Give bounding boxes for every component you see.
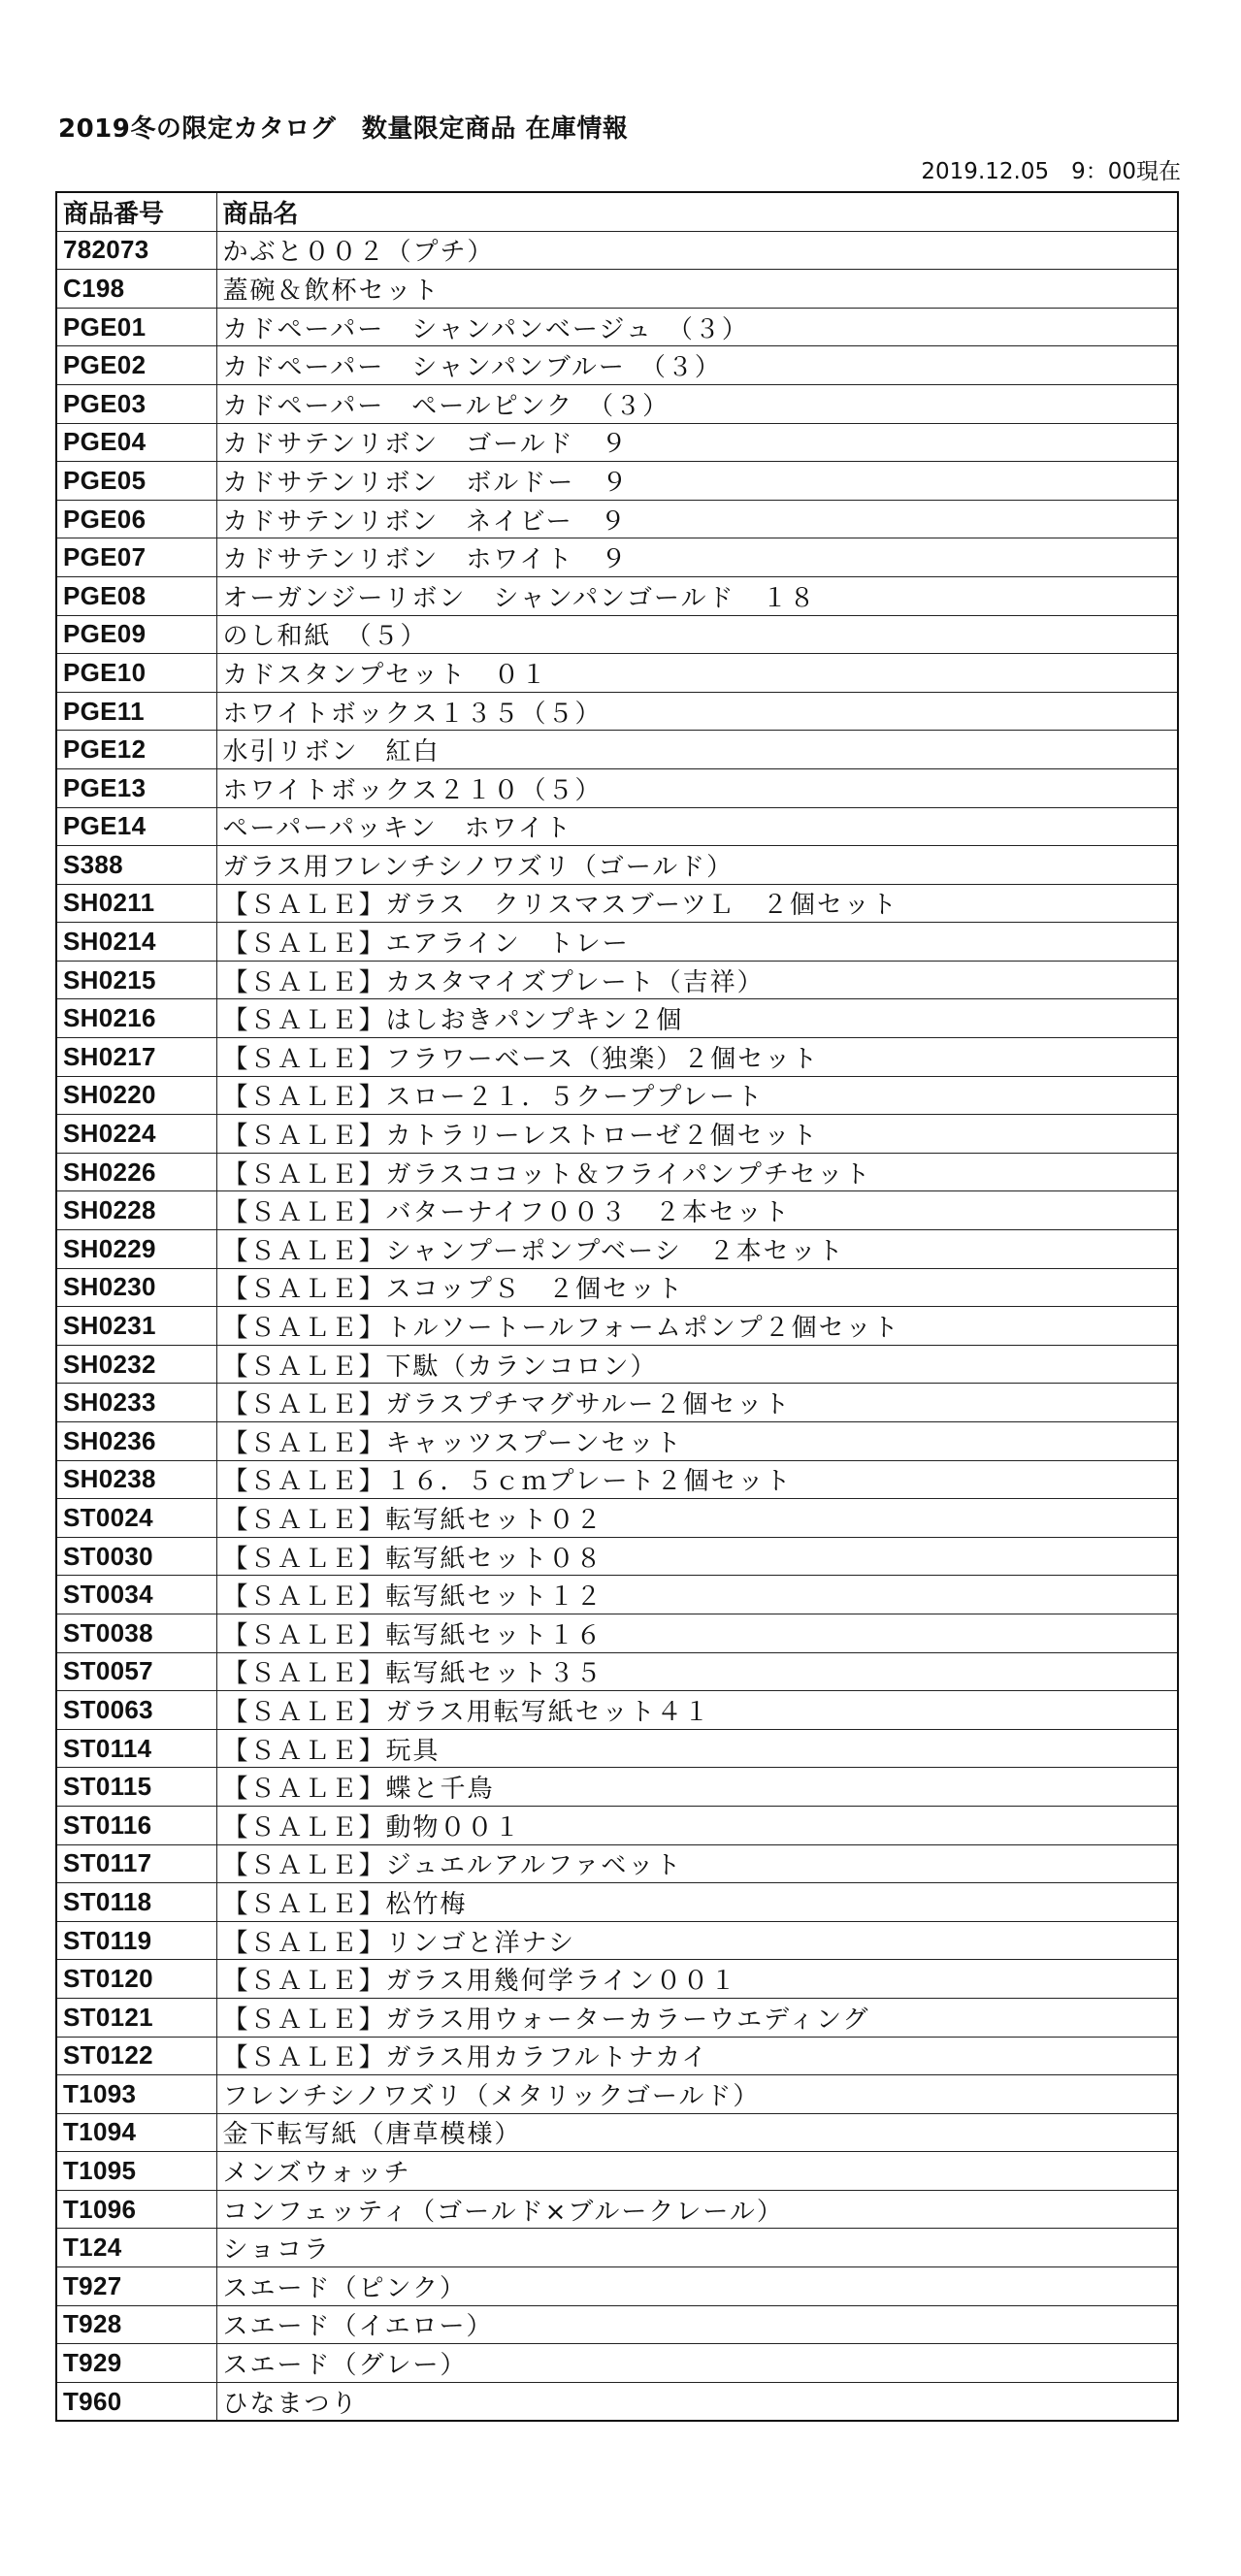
table-row: [56, 654, 1178, 693]
table-row: [56, 500, 1178, 538]
product-code-cell: T960: [56, 2382, 216, 2421]
table-row: [56, 807, 1178, 846]
product-code-cell: T927: [56, 2267, 216, 2306]
table-row: [56, 270, 1178, 309]
product-code-cell: T124: [56, 2229, 216, 2267]
product-code-cell: PGE02: [56, 346, 216, 385]
table-row: [56, 346, 1178, 385]
product-code-cell: SH0232: [56, 1345, 216, 1384]
product-name-cell: カドペーパー シャンパンブルー （３）: [216, 346, 1178, 385]
table-row: [56, 1960, 1178, 1999]
product-name-cell: ひなまつり: [216, 2382, 1178, 2421]
table-row: [56, 1576, 1178, 1614]
product-code-cell: PGE01: [56, 308, 216, 346]
product-name-cell: カドペーパー シャンパンベージュ （３）: [216, 308, 1178, 346]
table-row: [56, 1768, 1178, 1807]
table-row: [56, 1268, 1178, 1307]
product-name-cell: 【ＳＡＬＥ】ガラスココット＆フライパンプチセット: [216, 1153, 1178, 1191]
table-row: [56, 1384, 1178, 1422]
product-code-cell: T1096: [56, 2190, 216, 2229]
table-row: [56, 2382, 1178, 2421]
product-name-cell: カドサテンリボン ゴールド ９: [216, 423, 1178, 462]
product-name-cell: コンフェッティ（ゴールド×ブルークレール）: [216, 2190, 1178, 2229]
product-code-cell: PGE03: [56, 384, 216, 423]
product-code-cell: SH0238: [56, 1460, 216, 1499]
product-name-cell: カドペーパー ペールピンク （３）: [216, 384, 1178, 423]
product-name-cell: 【ＳＡＬＥ】動物００１: [216, 1806, 1178, 1844]
table-row: [56, 2344, 1178, 2383]
table-row: [56, 1844, 1178, 1883]
product-name-cell: 【ＳＡＬＥ】ガラスプチマグサルー２個セット: [216, 1384, 1178, 1422]
product-name-cell: 【ＳＡＬＥ】ガラス用ウォーターカラーウエディング: [216, 1998, 1178, 2037]
product-name-cell: 【ＳＡＬＥ】シャンプーポンプベーシ ２本セット: [216, 1230, 1178, 1269]
table-row: [56, 1691, 1178, 1730]
product-name-cell: 【ＳＡＬＥ】ガラス用カラフルトナカイ: [216, 2037, 1178, 2075]
table-row: [56, 462, 1178, 501]
product-code-cell: PGE08: [56, 576, 216, 615]
table-row: [56, 231, 1178, 270]
product-name-cell: 【ＳＡＬＥ】転写紙セット０８: [216, 1537, 1178, 1576]
table-row: [56, 1652, 1178, 1691]
table-row: [56, 1499, 1178, 1538]
table-row: [56, 2267, 1178, 2306]
product-name-cell: 【ＳＡＬＥ】ジュエルアルファベット: [216, 1844, 1178, 1883]
product-code-cell: ST0030: [56, 1537, 216, 1576]
header-product-name: 商品名: [216, 192, 1178, 231]
product-code-cell: ST0114: [56, 1729, 216, 1768]
product-name-cell: カドスタンプセット ０１: [216, 654, 1178, 693]
product-name-cell: スエード（ピンク）: [216, 2267, 1178, 2306]
product-name-cell: ホワイトボックス１３５（５）: [216, 692, 1178, 731]
product-name-cell: 【ＳＡＬＥ】下駄（カランコロン）: [216, 1345, 1178, 1384]
product-code-cell: T1094: [56, 2113, 216, 2152]
product-name-cell: 【ＳＡＬＥ】ガラス クリスマスブーツＬ ２個セット: [216, 884, 1178, 923]
product-code-cell: ST0063: [56, 1691, 216, 1730]
product-code-cell: ST0118: [56, 1883, 216, 1922]
table-row: [56, 1806, 1178, 1844]
table-row: [56, 576, 1178, 615]
document-title: 2019冬の限定カタログ 数量限定商品 在庫情報: [58, 114, 629, 144]
product-code-cell: PGE14: [56, 807, 216, 846]
table-row: [56, 1460, 1178, 1499]
product-name-cell: 【ＳＡＬＥ】転写紙セット１２: [216, 1576, 1178, 1614]
table-row: [56, 999, 1178, 1038]
product-code-cell: SH0230: [56, 1268, 216, 1307]
product-code-cell: T1095: [56, 2152, 216, 2191]
table-row: [56, 538, 1178, 577]
inventory-table: [55, 191, 1179, 2422]
table-row: [56, 1230, 1178, 1269]
product-code-cell: SH0211: [56, 884, 216, 923]
product-code-cell: T928: [56, 2305, 216, 2344]
table-row: [56, 2305, 1178, 2344]
product-code-cell: SH0220: [56, 1076, 216, 1115]
product-code-cell: T929: [56, 2344, 216, 2383]
product-code-cell: SH0226: [56, 1153, 216, 1191]
table-row: [56, 1537, 1178, 1576]
product-code-cell: PGE07: [56, 538, 216, 577]
product-name-cell: スエード（イエロー）: [216, 2305, 1178, 2344]
product-name-cell: 【ＳＡＬＥ】ガラス用転写紙セット４１: [216, 1691, 1178, 1730]
table-row: [56, 1038, 1178, 1077]
product-code-cell: ST0024: [56, 1499, 216, 1538]
product-code-cell: SH0231: [56, 1307, 216, 1346]
product-name-cell: 【ＳＡＬＥ】蝶と千鳥: [216, 1768, 1178, 1807]
product-name-cell: メンズウォッチ: [216, 2152, 1178, 2191]
table-row: [56, 2113, 1178, 2152]
table-row: [56, 1307, 1178, 1346]
table-row: [56, 923, 1178, 962]
product-name-cell: ホワイトボックス２１０（５）: [216, 768, 1178, 807]
product-code-cell: SH0228: [56, 1191, 216, 1230]
product-name-cell: 水引リボン 紅白: [216, 731, 1178, 769]
product-name-cell: 【ＳＡＬＥ】転写紙セット１６: [216, 1614, 1178, 1652]
product-code-cell: SH0217: [56, 1038, 216, 1077]
table-row: [56, 1921, 1178, 1960]
product-name-cell: スエード（グレー）: [216, 2344, 1178, 2383]
product-code-cell: PGE04: [56, 423, 216, 462]
table-row: [56, 1614, 1178, 1652]
product-name-cell: 【ＳＡＬＥ】リンゴと洋ナシ: [216, 1921, 1178, 1960]
product-code-cell: ST0121: [56, 1998, 216, 2037]
product-code-cell: ST0116: [56, 1806, 216, 1844]
product-name-cell: ガラス用フレンチシノワズリ（ゴールド）: [216, 846, 1178, 885]
table-row: [56, 731, 1178, 769]
product-name-cell: オーガンジーリボン シャンパンゴールド １８: [216, 576, 1178, 615]
table-row: [56, 692, 1178, 731]
product-name-cell: 【ＳＡＬＥ】松竹梅: [216, 1883, 1178, 1922]
table-row: [56, 2229, 1178, 2267]
product-name-cell: カドサテンリボン ネイビー ９: [216, 500, 1178, 538]
product-name-cell: カドサテンリボン ボルドー ９: [216, 462, 1178, 501]
product-name-cell: 【ＳＡＬＥ】玩具: [216, 1729, 1178, 1768]
table-row: [56, 1729, 1178, 1768]
table-row: [56, 1345, 1178, 1384]
product-name-cell: カドサテンリボン ホワイト ９: [216, 538, 1178, 577]
table-row: [56, 1115, 1178, 1154]
table-row: [56, 1883, 1178, 1922]
product-code-cell: PGE13: [56, 768, 216, 807]
product-code-cell: ST0057: [56, 1652, 216, 1691]
product-code-cell: PGE10: [56, 654, 216, 693]
product-name-cell: 【ＳＡＬＥ】転写紙セット０２: [216, 1499, 1178, 1538]
table-row: [56, 1422, 1178, 1461]
table-row: [56, 1998, 1178, 2037]
table-row: [56, 846, 1178, 885]
product-name-cell: ペーパーパッキン ホワイト: [216, 807, 1178, 846]
product-name-cell: 【ＳＡＬＥ】スロー２１．５クーププレート: [216, 1076, 1178, 1115]
product-name-cell: ショコラ: [216, 2229, 1178, 2267]
product-code-cell: 782073: [56, 231, 216, 270]
product-code-cell: ST0122: [56, 2037, 216, 2075]
table-header-row: [56, 192, 1178, 231]
table-row: [56, 1191, 1178, 1230]
product-code-cell: ST0120: [56, 1960, 216, 1999]
product-code-cell: ST0117: [56, 1844, 216, 1883]
table-row: [56, 884, 1178, 923]
product-name-cell: 蓋碗＆飲杯セット: [216, 270, 1178, 309]
table-row: [56, 2190, 1178, 2229]
product-code-cell: SH0214: [56, 923, 216, 962]
product-code-cell: ST0038: [56, 1614, 216, 1652]
table-row: [56, 1153, 1178, 1191]
product-name-cell: かぶと００２（プチ）: [216, 231, 1178, 270]
product-code-cell: PGE12: [56, 731, 216, 769]
product-code-cell: PGE09: [56, 615, 216, 654]
table-row: [56, 384, 1178, 423]
product-code-cell: PGE05: [56, 462, 216, 501]
product-name-cell: 【ＳＡＬＥ】カトラリーレストローゼ２個セット: [216, 1115, 1178, 1154]
product-code-cell: S388: [56, 846, 216, 885]
product-code-cell: PGE11: [56, 692, 216, 731]
product-name-cell: のし和紙 （５）: [216, 615, 1178, 654]
product-name-cell: フレンチシノワズリ（メタリックゴールド）: [216, 2075, 1178, 2114]
product-name-cell: 【ＳＡＬＥ】はしおきパンプキン２個: [216, 999, 1178, 1038]
product-name-cell: 【ＳＡＬＥ】スコップＳ ２個セット: [216, 1268, 1178, 1307]
product-code-cell: ST0034: [56, 1576, 216, 1614]
table-body: [56, 231, 1178, 2421]
document-date: 2019.12.05 9：00現在: [921, 159, 1181, 184]
product-code-cell: SH0233: [56, 1384, 216, 1422]
table-row: [56, 2152, 1178, 2191]
product-code-cell: SH0229: [56, 1230, 216, 1269]
header-product-code: 商品番号: [56, 192, 216, 231]
product-name-cell: 【ＳＡＬＥ】バターナイフ００３ ２本セット: [216, 1191, 1178, 1230]
table-row: [56, 2075, 1178, 2114]
product-code-cell: SH0224: [56, 1115, 216, 1154]
table-row: [56, 1076, 1178, 1115]
product-code-cell: SH0216: [56, 999, 216, 1038]
table-row: [56, 2037, 1178, 2075]
product-code-cell: PGE06: [56, 500, 216, 538]
product-code-cell: ST0115: [56, 1768, 216, 1807]
product-name-cell: 【ＳＡＬＥ】カスタマイズプレート（吉祥）: [216, 961, 1178, 999]
table-row: [56, 768, 1178, 807]
product-name-cell: 【ＳＡＬＥ】フラワーベース（独楽）２個セット: [216, 1038, 1178, 1077]
table-row: [56, 423, 1178, 462]
product-code-cell: T1093: [56, 2075, 216, 2114]
product-code-cell: C198: [56, 270, 216, 309]
table-row: [56, 961, 1178, 999]
product-code-cell: SH0236: [56, 1422, 216, 1461]
product-name-cell: 【ＳＡＬＥ】転写紙セット３５: [216, 1652, 1178, 1691]
product-name-cell: 【ＳＡＬＥ】１６．５ｃｍプレート２個セット: [216, 1460, 1178, 1499]
product-name-cell: 【ＳＡＬＥ】キャッツスプーンセット: [216, 1422, 1178, 1461]
product-code-cell: SH0215: [56, 961, 216, 999]
product-code-cell: ST0119: [56, 1921, 216, 1960]
table-row: [56, 308, 1178, 346]
product-name-cell: 【ＳＡＬＥ】ガラス用幾何学ライン００１: [216, 1960, 1178, 1999]
table-row: [56, 615, 1178, 654]
product-name-cell: 【ＳＡＬＥ】エアライン トレー: [216, 923, 1178, 962]
product-name-cell: 【ＳＡＬＥ】トルソートールフォームポンプ２個セット: [216, 1307, 1178, 1346]
product-name-cell: 金下転写紙（唐草模様）: [216, 2113, 1178, 2152]
